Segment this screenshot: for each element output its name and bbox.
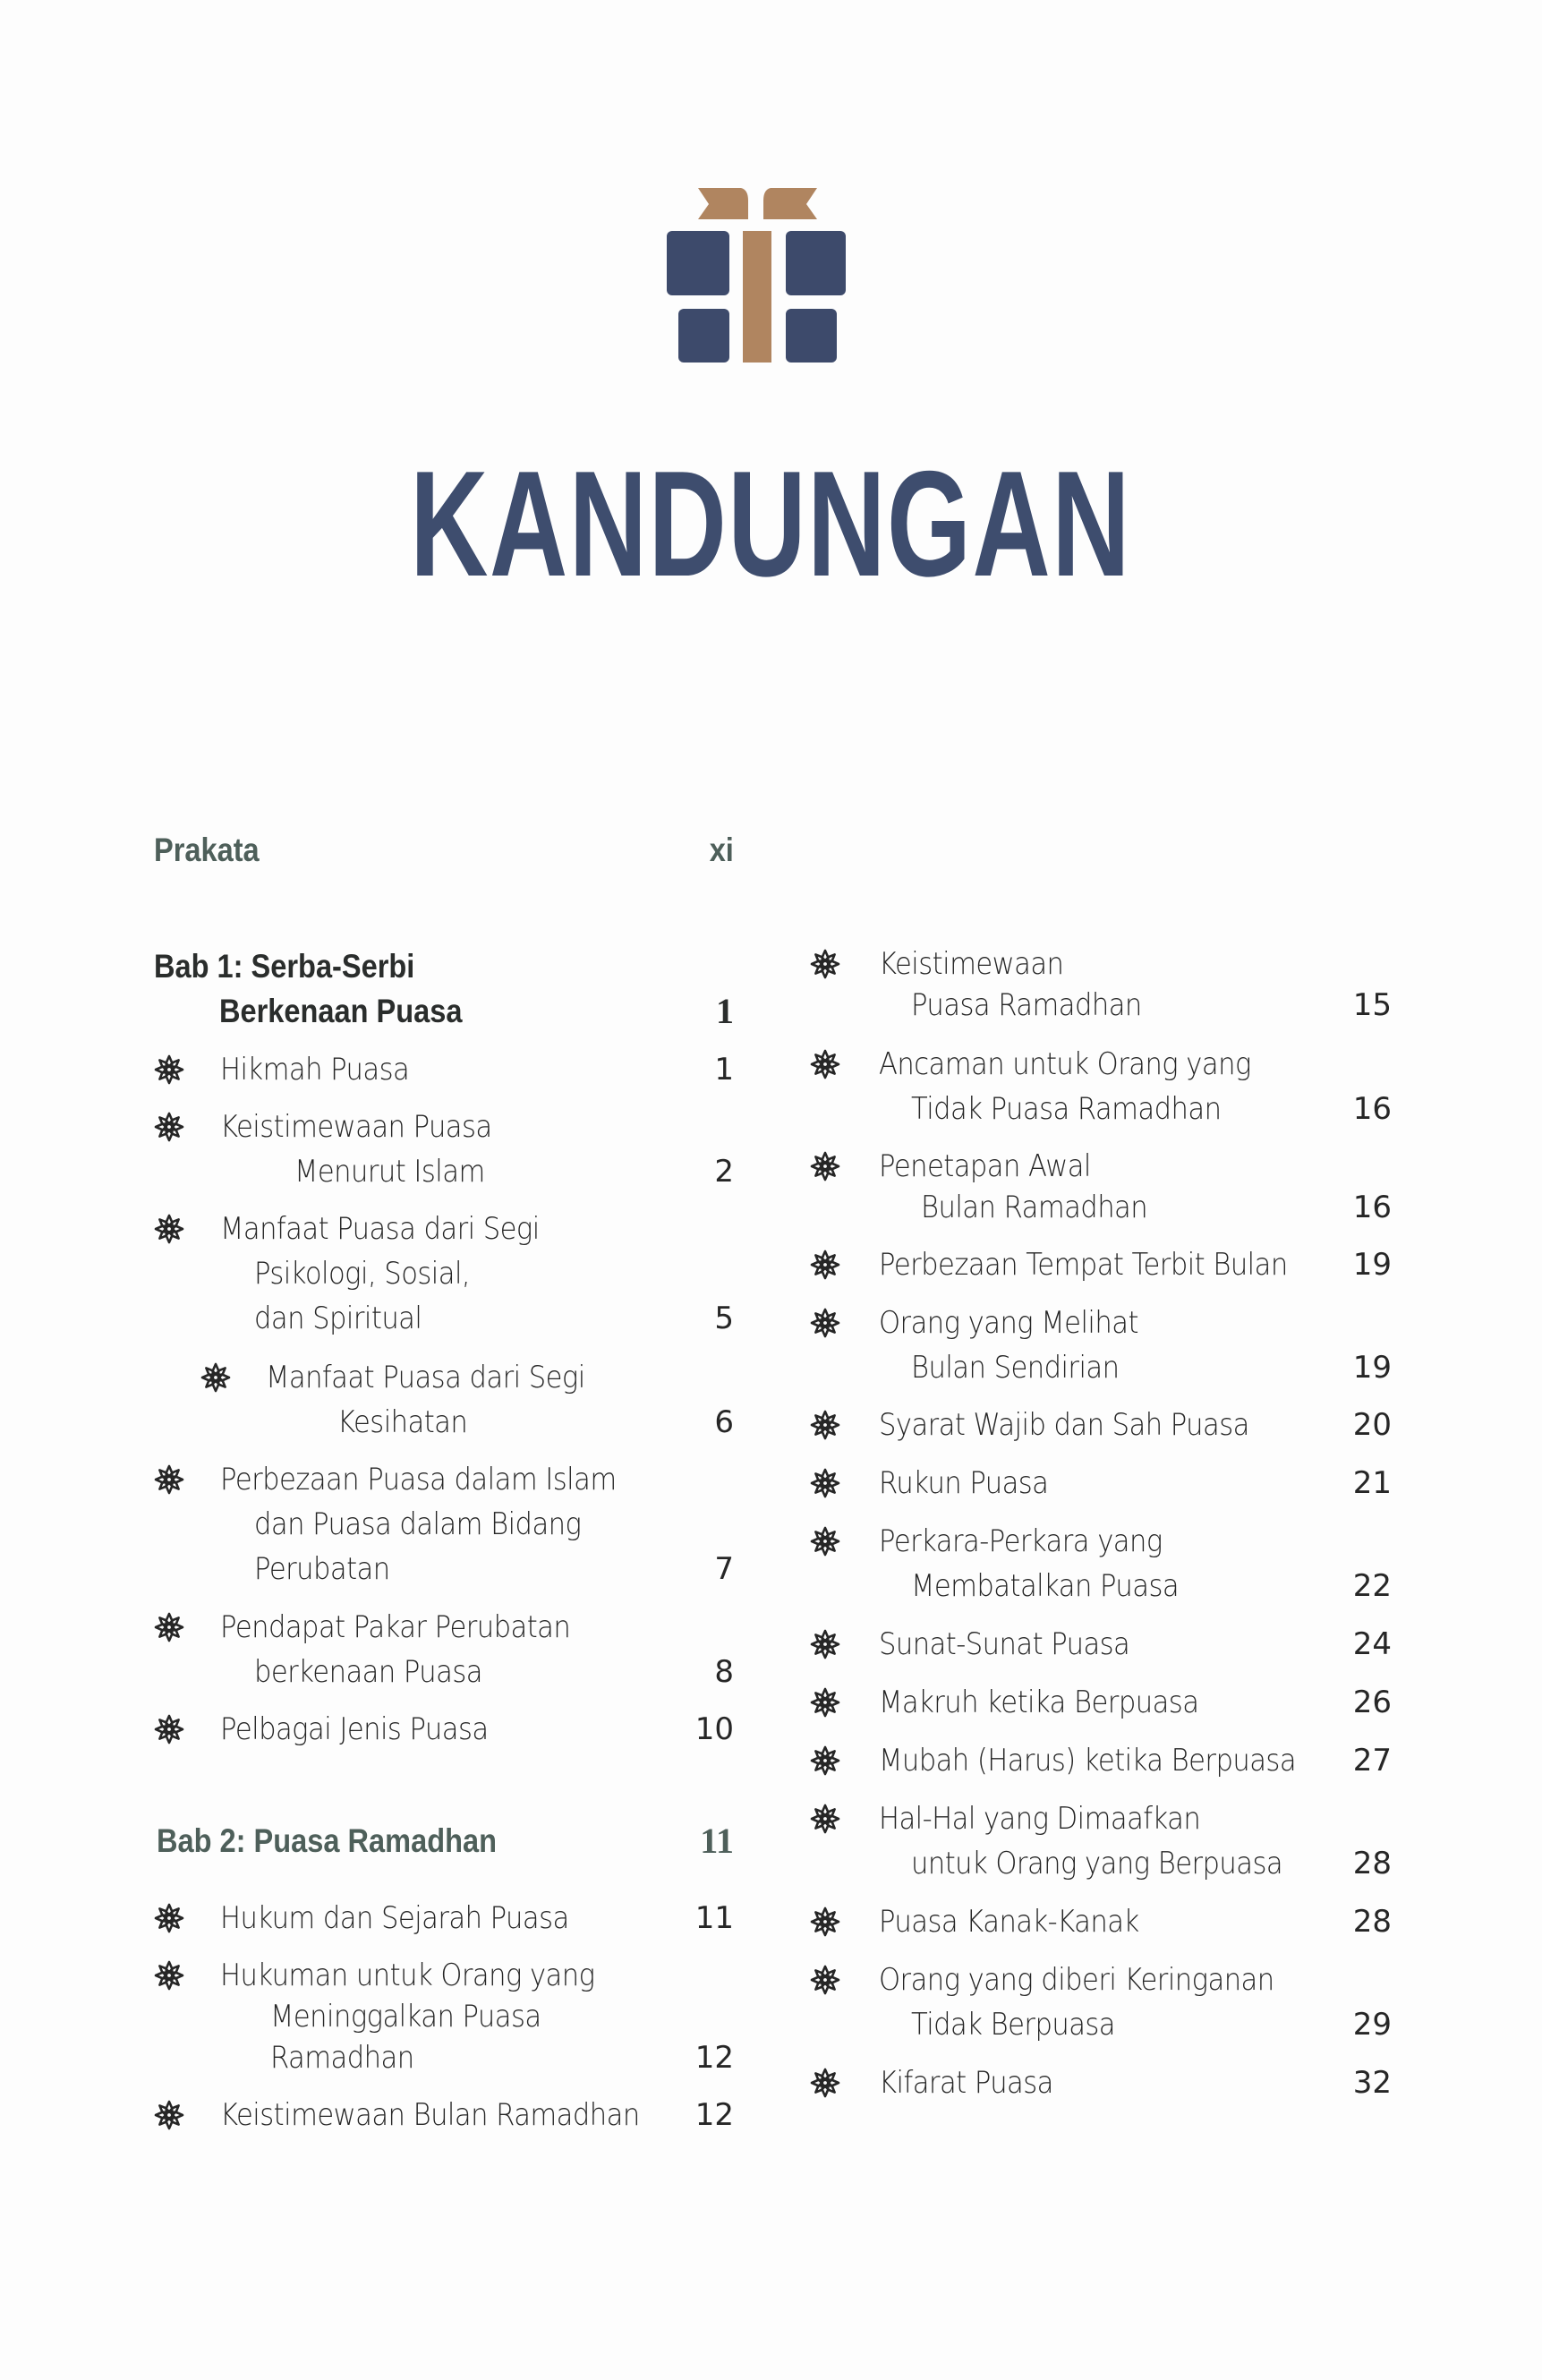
flower-bullet-icon xyxy=(200,1362,231,1393)
flower-bullet-icon xyxy=(810,2068,840,2098)
entry-page: 32 xyxy=(1352,2065,1392,2101)
entry-text: Hal-Hal yang Dimaafkan xyxy=(879,1801,1201,1837)
entry-page: 27 xyxy=(1352,1743,1392,1779)
entry-page: 19 xyxy=(1352,1350,1392,1386)
entry-page: 11 xyxy=(694,1900,734,1936)
entry-text: dan Puasa dalam Bidang xyxy=(254,1506,582,1542)
flower-bullet-icon xyxy=(154,1612,184,1642)
entry-text: Manfaat Puasa dari Segi xyxy=(220,1211,540,1247)
entry-text: Sunat-Sunat Puasa xyxy=(879,1626,1130,1662)
entry-text: Rukun Puasa xyxy=(879,1465,1049,1501)
entry-page: 12 xyxy=(694,2097,734,2133)
entry-text: Makruh ketika Berpuasa xyxy=(879,1685,1199,1720)
chapter-title-line: Berkenaan Puasa xyxy=(219,993,463,1029)
entry-text: Perkara-Perkara yang xyxy=(879,1523,1163,1559)
entry-text: Membatalkan Puasa xyxy=(911,1568,1180,1604)
entry-page: 16 xyxy=(1352,1091,1392,1127)
entry-page: 12 xyxy=(694,2040,734,2076)
entry-text: Hukuman untuk Orang yang xyxy=(220,1958,595,1993)
entry-page: 28 xyxy=(1352,1846,1392,1881)
entry-text: Mubah (Harus) ketika Berpuasa xyxy=(879,1743,1297,1779)
entry-text: Penetapan Awal xyxy=(879,1148,1091,1184)
entry-page: 6 xyxy=(714,1404,734,1440)
entry-text: Tidak Puasa Ramadhan xyxy=(911,1091,1222,1127)
flower-bullet-icon xyxy=(810,1745,840,1776)
flower-bullet-icon xyxy=(810,1526,840,1557)
chapter-title-line: Bab 2: Puasa Ramadhan xyxy=(157,1822,497,1859)
entry-text: Puasa Kanak-Kanak xyxy=(879,1904,1139,1940)
entry-page: 28 xyxy=(1352,1904,1392,1940)
entry-text: Perbezaan Puasa dalam Islam xyxy=(220,1462,617,1497)
gift-box-icon xyxy=(662,179,859,376)
entry-page: 15 xyxy=(1352,987,1392,1023)
entry-page: 19 xyxy=(1352,1247,1392,1283)
flower-bullet-icon xyxy=(154,1464,184,1495)
flower-bullet-icon xyxy=(810,1804,840,1834)
entry-page: 29 xyxy=(1352,2007,1392,2043)
entry-page: 20 xyxy=(1352,1407,1392,1443)
entry-text: dan Spiritual xyxy=(254,1301,422,1336)
entry-text: Manfaat Puasa dari Segi xyxy=(266,1360,585,1395)
flower-bullet-icon xyxy=(154,1214,184,1244)
entry-page: 16 xyxy=(1352,1190,1392,1225)
entry-page: 5 xyxy=(714,1301,734,1336)
flower-bullet-icon xyxy=(810,949,840,979)
flower-bullet-icon xyxy=(810,1308,840,1338)
flower-bullet-icon xyxy=(154,2100,184,2130)
flower-bullet-icon xyxy=(154,1112,184,1142)
preface-label: Prakata xyxy=(154,832,260,868)
flower-bullet-icon xyxy=(810,1629,840,1659)
preface-page: xi xyxy=(709,832,734,868)
entry-page: 8 xyxy=(714,1654,734,1690)
flower-bullet-icon xyxy=(154,1903,184,1933)
entry-page: 22 xyxy=(1352,1568,1392,1604)
entry-text: Hukum dan Sejarah Puasa xyxy=(220,1900,569,1936)
flower-bullet-icon xyxy=(154,1714,184,1744)
entry-page: 24 xyxy=(1352,1626,1392,1662)
entry-text: Meninggalkan Puasa xyxy=(270,1999,541,2035)
entry-text: Kesihatan xyxy=(337,1404,468,1440)
chapter-title-line: Bab 1: Serba-Serbi xyxy=(154,948,415,985)
entry-page: 26 xyxy=(1352,1685,1392,1720)
entry-text: Orang yang diberi Keringanan xyxy=(879,1962,1274,1998)
entry-text: berkenaan Puasa xyxy=(254,1654,482,1690)
flower-bullet-icon xyxy=(810,1250,840,1280)
chapter-page: 1 xyxy=(716,991,734,1031)
entry-text: Orang yang Melihat xyxy=(879,1305,1138,1341)
entry-page: 10 xyxy=(694,1711,734,1747)
entry-text: Hikmah Puasa xyxy=(220,1052,410,1088)
entry-page: 21 xyxy=(1352,1465,1392,1501)
entry-text: Keistimewaan Puasa xyxy=(220,1109,492,1145)
flower-bullet-icon xyxy=(810,1049,840,1079)
entry-text: Psikologi, Sosial, xyxy=(254,1256,471,1292)
flower-bullet-icon xyxy=(810,1687,840,1718)
flower-bullet-icon xyxy=(810,1410,840,1440)
entry-text: Perubatan xyxy=(254,1551,390,1587)
entry-text: Bulan Sendirian xyxy=(911,1350,1120,1386)
flower-bullet-icon xyxy=(810,1965,840,1995)
entry-text: Kifarat Puasa xyxy=(879,2065,1053,2101)
entry-text: Pendapat Pakar Perubatan xyxy=(220,1609,571,1645)
entry-text: Puasa Ramadhan xyxy=(911,987,1142,1023)
entry-page: 7 xyxy=(714,1551,734,1587)
page-title: KANDUNGAN xyxy=(410,439,1132,608)
entry-page: 1 xyxy=(714,1052,734,1088)
chapter-page: 11 xyxy=(700,1821,734,1861)
entry-text: Keistimewaan xyxy=(879,946,1064,982)
flower-bullet-icon xyxy=(154,1054,184,1085)
flower-bullet-icon xyxy=(154,1960,184,1991)
entry-text: Tidak Berpuasa xyxy=(911,2007,1116,2043)
entry-text: Menurut Islam xyxy=(294,1154,485,1190)
entry-text: Keistimewaan Bulan Ramadhan xyxy=(220,2097,640,2133)
flower-bullet-icon xyxy=(810,1468,840,1498)
flower-bullet-icon xyxy=(810,1151,840,1181)
entry-text: Pelbagai Jenis Puasa xyxy=(220,1711,489,1747)
flower-bullet-icon xyxy=(810,1907,840,1937)
entry-text: Bulan Ramadhan xyxy=(921,1190,1148,1225)
entry-text: untuk Orang yang Berpuasa xyxy=(911,1846,1283,1881)
entry-text: Syarat Wajib dan Sah Puasa xyxy=(879,1407,1249,1443)
entry-text: Ancaman untuk Orang yang xyxy=(879,1046,1251,1082)
entry-text: Ramadhan xyxy=(270,2040,414,2076)
entry-page: 2 xyxy=(714,1154,734,1190)
entry-text: Perbezaan Tempat Terbit Bulan xyxy=(879,1247,1288,1283)
